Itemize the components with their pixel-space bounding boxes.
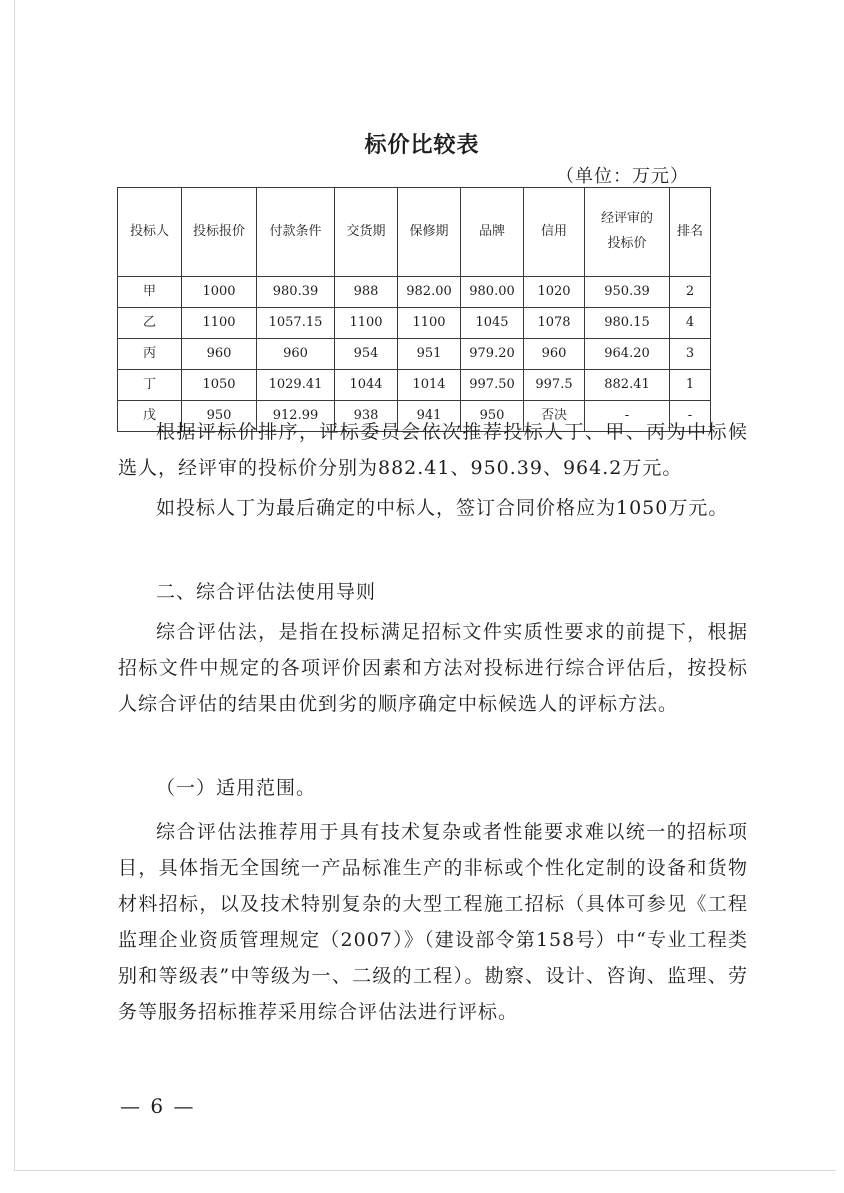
cell-payment-terms: 1057.15	[257, 308, 335, 339]
cell-brand: 980.00	[461, 277, 524, 308]
header-rank: 排名	[670, 188, 711, 277]
table-row	[118, 370, 711, 401]
cell-bid-price: 960	[182, 339, 257, 370]
bid-comparison-table	[117, 187, 711, 432]
cell-delivery: 954	[335, 339, 398, 370]
cell-credit: 否决	[524, 401, 585, 432]
header-warranty: 保修期	[398, 188, 461, 277]
cell-bid-price: 1000	[182, 277, 257, 308]
cell-evaluated-price: 882.41	[585, 370, 670, 401]
cell-rank: 1	[670, 370, 711, 401]
cell-bidder: 戊	[118, 401, 182, 432]
section-heading: 二、综合评估法使用导则	[156, 581, 377, 603]
header-evaluated-price-line1: 经评审的	[600, 211, 653, 227]
table-row	[118, 277, 711, 308]
header-brand: 品牌	[461, 188, 524, 277]
cell-delivery: 1044	[335, 370, 398, 401]
cell-bid-price: 950	[182, 401, 257, 432]
cell-brand: 997.50	[461, 370, 524, 401]
cell-payment-terms: 980.39	[257, 277, 335, 308]
cell-rank: 2	[670, 277, 711, 308]
paragraph-definition: 综合评估法，是指在投标满足招标文件实质性要求的前提下，根据招标文件中规定的各项评价因素和方法对投标进行综合评估后，按投标人综合评估的结果由优到劣的顺序确定中标候选人的评标方法。	[118, 621, 748, 715]
cell-evaluated-price: -	[585, 401, 670, 432]
cell-bidder: 乙	[118, 308, 182, 339]
table-header-row	[118, 188, 711, 277]
cell-rank: 4	[670, 308, 711, 339]
header-delivery: 交货期	[335, 188, 398, 277]
paragraph-recommendation: 根据评标价排序，评标委员会依次推荐投标人丁、甲、丙为中标候选人，经评审的投标价分别为882.41、950.39、964.2万元。	[118, 421, 748, 479]
cell-payment-terms: 960	[257, 339, 335, 370]
cell-evaluated-price: 950.39	[585, 277, 670, 308]
cell-credit: 960	[524, 339, 585, 370]
paragraph-contract-price: 如投标人丁为最后确定的中标人，签订合同价格应为1050万元。	[156, 497, 729, 519]
cell-bid-price: 1050	[182, 370, 257, 401]
cell-warranty: 982.00	[398, 277, 461, 308]
page-edge-bottom	[14, 1170, 836, 1171]
table-title: 标价比较表	[364, 133, 480, 158]
paragraph-scope: 综合评估法推荐用于具有技术复杂或者性能要求难以统一的招标项目，具体指无全国统一产品标准生产的非标或个性化定制的设备和货物材料招标，以及技术特别复杂的大型工程施工招标（具体可参见《工程监理企业资质管理规定（2007）》（建设部令第158号）中“专业工程类别和等级表”中等级为一、二级的工程）。勘察、设计、咨询、监理、劳务等服务招标推荐采用综合评估法进行评标。	[118, 821, 748, 1023]
cell-evaluated-price: 964.20	[585, 339, 670, 370]
cell-rank: 3	[670, 339, 711, 370]
cell-delivery: 938	[335, 401, 398, 432]
cell-credit: 997.5	[524, 370, 585, 401]
header-bid-price: 投标报价	[182, 188, 257, 277]
cell-brand: 979.20	[461, 339, 524, 370]
cell-payment-terms: 1029.41	[257, 370, 335, 401]
cell-warranty: 1014	[398, 370, 461, 401]
page-edge-left	[14, 0, 15, 1170]
cell-credit: 1020	[524, 277, 585, 308]
cell-bidder: 甲	[118, 277, 182, 308]
cell-delivery: 1100	[335, 308, 398, 339]
cell-brand: 1045	[461, 308, 524, 339]
cell-rank: -	[670, 401, 711, 432]
cell-credit: 1078	[524, 308, 585, 339]
cell-bidder: 丙	[118, 339, 182, 370]
page-number: — 6 —	[120, 1094, 196, 1118]
cell-bidder: 丁	[118, 370, 182, 401]
unit-note: （单位：万元）	[556, 166, 689, 187]
header-bidder: 投标人	[118, 188, 182, 277]
table-row	[118, 308, 711, 339]
table-row	[118, 339, 711, 370]
cell-bid-price: 1100	[182, 308, 257, 339]
cell-warranty: 951	[398, 339, 461, 370]
cell-warranty: 1100	[398, 308, 461, 339]
cell-evaluated-price: 980.15	[585, 308, 670, 339]
header-evaluated-price-line2: 投标价	[607, 236, 647, 251]
cell-brand: 950	[461, 401, 524, 432]
header-credit: 信用	[524, 188, 585, 277]
paragraph-subheading-scope: （一）适用范围。	[156, 777, 317, 799]
cell-warranty: 941	[398, 401, 461, 432]
cell-payment-terms: 912.99	[257, 401, 335, 432]
cell-delivery: 988	[335, 277, 398, 308]
header-evaluated-price	[585, 188, 670, 277]
header-payment-terms: 付款条件	[257, 188, 335, 277]
